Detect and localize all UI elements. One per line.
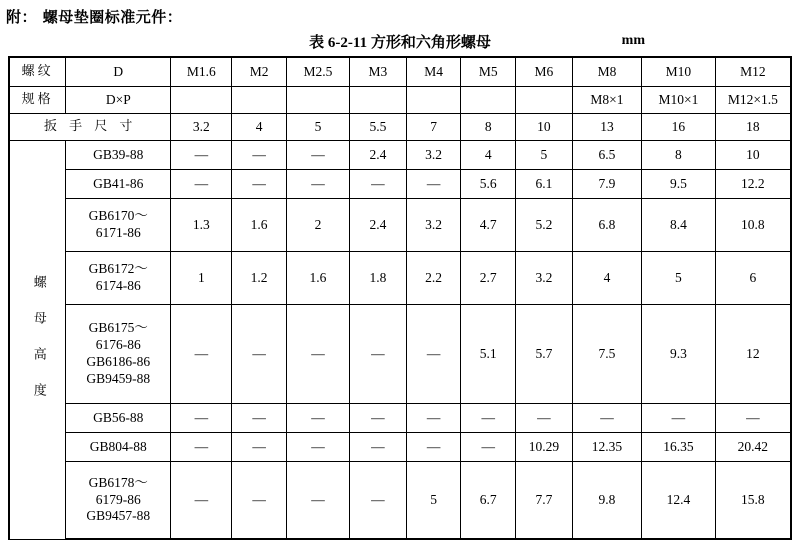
standard-name	[66, 252, 171, 305]
header-size-0: M1.6	[171, 57, 232, 87]
cell-value: 7.7	[516, 462, 573, 540]
wrench-value-0: 3.2	[171, 114, 232, 141]
cell-value: 7.9	[572, 170, 641, 199]
cell-value: 12.4	[642, 462, 716, 540]
cell-value: 3.2	[406, 199, 461, 252]
wrench-value-6: 10	[516, 114, 573, 141]
cell-value: 5	[406, 462, 461, 540]
cell-value: —	[232, 141, 287, 170]
cell-value: —	[516, 404, 573, 433]
cell-value: —	[350, 433, 407, 462]
header-size-7: M8	[572, 57, 641, 87]
cell-value: 12	[715, 305, 791, 404]
cell-value: —	[286, 462, 349, 540]
header-dxp-5	[461, 87, 516, 114]
wrench-value-5: 8	[461, 114, 516, 141]
table-row	[9, 170, 791, 199]
wrench-value-3: 5.5	[350, 114, 407, 141]
standard-name-line: 6176-86	[95, 337, 141, 353]
cell-value: —	[232, 433, 287, 462]
header-size-4: M4	[406, 57, 461, 87]
header-size-6: M6	[516, 57, 573, 87]
header-dxp-3	[350, 87, 407, 114]
table-header-row-dxp	[9, 87, 791, 114]
cell-value: 6	[715, 252, 791, 305]
cell-value: 1.6	[286, 252, 349, 305]
cell-value: —	[232, 462, 287, 540]
cell-value: 20.42	[715, 433, 791, 462]
standard-name	[66, 199, 171, 252]
cell-value: 2.2	[406, 252, 461, 305]
table-row	[9, 252, 791, 305]
header-dxp-2	[286, 87, 349, 114]
standard-name: GB804-88	[66, 433, 171, 462]
cell-value: 5	[642, 252, 716, 305]
cell-value: 5.1	[461, 305, 516, 404]
wrench-value-4: 7	[406, 114, 461, 141]
header-size-1: M2	[232, 57, 287, 87]
cell-value: 9.3	[642, 305, 716, 404]
cell-value: 7.5	[572, 305, 641, 404]
table-row	[9, 462, 791, 540]
cell-value: —	[286, 404, 349, 433]
standard-name-line: GB9459-88	[86, 370, 151, 386]
cell-value: —	[232, 170, 287, 199]
cell-value: 5.2	[516, 199, 573, 252]
cell-value: —	[232, 404, 287, 433]
header-dxp-6	[516, 87, 573, 114]
cell-value: 6.8	[572, 199, 641, 252]
cell-value: 1.6	[232, 199, 287, 252]
cell-value: 10.29	[516, 433, 573, 462]
cell-value: 1.8	[350, 252, 407, 305]
cell-value: 6.1	[516, 170, 573, 199]
standard-name-line: 6174-86	[95, 278, 141, 293]
header-dxp-4	[406, 87, 461, 114]
header-dxp-label: D×P	[66, 87, 171, 114]
unit-label: mm	[621, 33, 645, 48]
cell-value: —	[171, 404, 232, 433]
cell-value: 10	[715, 141, 791, 170]
table-header-row-sizes	[9, 57, 791, 87]
cell-value: 6.5	[572, 141, 641, 170]
cell-value: —	[572, 404, 641, 433]
header-size-8: M10	[642, 57, 716, 87]
cell-value: 2	[286, 199, 349, 252]
header-thread-label-1: 螺纹	[9, 57, 66, 87]
header-size-2: M2.5	[286, 57, 349, 87]
standard-name: GB39-88	[66, 141, 171, 170]
standard-name-line: GB6175～	[88, 320, 148, 336]
cell-value: —	[286, 433, 349, 462]
cell-value: 9.8	[572, 462, 641, 540]
table-row	[9, 141, 791, 170]
nut-dimensions-table	[8, 56, 792, 540]
header-dxp-7: M8×1	[572, 87, 641, 114]
standard-name: GB56-88	[66, 404, 171, 433]
cell-value: 2.4	[350, 199, 407, 252]
cell-value: —	[171, 170, 232, 199]
cell-value: —	[350, 462, 407, 540]
cell-value: —	[350, 404, 407, 433]
cell-value: 5.6	[461, 170, 516, 199]
cell-value: 1	[171, 252, 232, 305]
cell-value: —	[715, 404, 791, 433]
standard-name-line: GB6186-86	[86, 354, 151, 369]
standard-name-line: 6179-86	[95, 491, 141, 507]
cell-value: —	[232, 305, 287, 404]
cell-value: 15.8	[715, 462, 791, 540]
cell-value: 5.7	[516, 305, 573, 404]
cell-value: —	[350, 305, 407, 404]
standard-name-line: 6171-86	[95, 225, 141, 240]
cell-value: —	[171, 305, 232, 404]
cell-value: 12.35	[572, 433, 641, 462]
cell-value: —	[461, 433, 516, 462]
header-dxp-9: M12×1.5	[715, 87, 791, 114]
standard-name	[66, 305, 171, 404]
cell-value: 5	[516, 141, 573, 170]
table-row	[9, 433, 791, 462]
cell-value: —	[286, 170, 349, 199]
header-dxp-8: M10×1	[642, 87, 716, 114]
header-d-label: D	[66, 57, 171, 87]
standard-name	[66, 462, 171, 540]
cell-value: —	[406, 404, 461, 433]
cell-value: —	[406, 170, 461, 199]
cell-value: 1.3	[171, 199, 232, 252]
cell-value: —	[350, 170, 407, 199]
cell-value: 4	[461, 141, 516, 170]
header-size-9: M12	[715, 57, 791, 87]
header-size-3: M3	[350, 57, 407, 87]
cell-value: —	[642, 404, 716, 433]
cell-value: 8	[642, 141, 716, 170]
wrench-value-9: 18	[715, 114, 791, 141]
cell-value: —	[171, 462, 232, 540]
cell-value: —	[171, 141, 232, 170]
standard-name-line: GB6172～	[88, 261, 148, 277]
wrench-value-1: 4	[232, 114, 287, 141]
table-row	[9, 305, 791, 404]
wrench-size-row	[9, 114, 791, 141]
standard-name: GB41-86	[66, 170, 171, 199]
table-row	[9, 199, 791, 252]
wrench-value-8: 16	[642, 114, 716, 141]
table-title-row	[0, 31, 800, 53]
cell-value: 4.7	[461, 199, 516, 252]
cell-value: —	[286, 305, 349, 404]
table-title: 表 6-2-11 方形和六角形螺母	[309, 35, 491, 51]
cell-value: 1.2	[232, 252, 287, 305]
standard-name-line: GB6170～	[88, 208, 148, 224]
header-thread-label-2: 规格	[9, 87, 66, 114]
page-heading: 附： 螺母垫圈标准元件：	[6, 8, 183, 26]
header-dxp-0	[171, 87, 232, 114]
wrench-size-label: 扳 手 尺 寸	[9, 114, 171, 141]
wrench-value-7: 13	[572, 114, 641, 141]
cell-value: 8.4	[642, 199, 716, 252]
table-row	[9, 404, 791, 433]
cell-value: 16.35	[642, 433, 716, 462]
cell-value: —	[406, 305, 461, 404]
cell-value: 4	[572, 252, 641, 305]
header-dxp-1	[232, 87, 287, 114]
cell-value: 12.2	[715, 170, 791, 199]
cell-value: 6.7	[461, 462, 516, 540]
cell-value: 2.4	[350, 141, 407, 170]
cell-value: —	[406, 433, 461, 462]
cell-value: 3.2	[406, 141, 461, 170]
cell-value: —	[461, 404, 516, 433]
cell-value: 9.5	[642, 170, 716, 199]
cell-value: 2.7	[461, 252, 516, 305]
cell-value: 10.8	[715, 199, 791, 252]
cell-value: —	[286, 141, 349, 170]
row-group-label: 螺 母 高 度	[9, 141, 66, 540]
cell-value: —	[171, 433, 232, 462]
wrench-value-2: 5	[286, 114, 349, 141]
cell-value: 3.2	[516, 252, 573, 305]
standard-name-line: GB9457-88	[86, 508, 151, 524]
header-size-5: M5	[461, 57, 516, 87]
standard-name-line: GB6178～	[88, 474, 148, 490]
